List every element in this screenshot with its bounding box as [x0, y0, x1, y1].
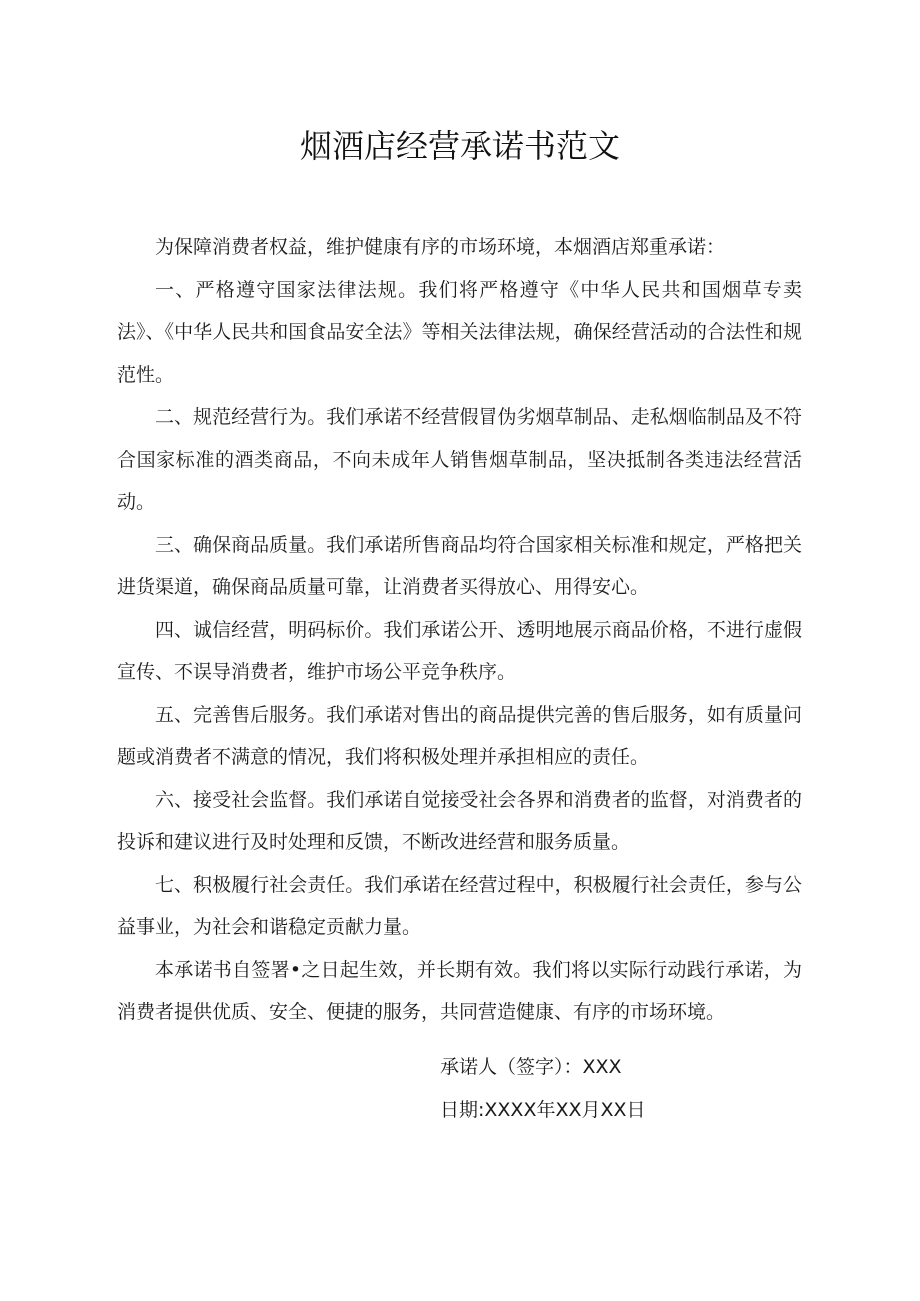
- paragraph-1: 一、严格遵守国家法律法规。我们将严格遵守《中华人民共和国烟草专卖法》、《中华人民共和国食品安全法》等相关法律法规，确保经营活动的合法性和规范性。: [117, 278, 802, 386]
- document-body: [117, 226, 802, 1034]
- signer-line: 承诺人（签字）：XXX: [440, 1056, 622, 1078]
- date-line: 日期:XXXX年XX月XX日: [440, 1098, 646, 1121]
- paragraph-intro: 为保障消费者权益，维护健康有序的市场环境，本烟酒店郑重承诺：: [155, 236, 726, 258]
- paragraph-4: 四、诚信经营，明码标价。我们承诺公开、透明地展示商品价格，不进行虚假宣传、不误导消费者，维护市场公平竞争秩序。: [117, 618, 802, 683]
- paragraph-5: 五、完善售后服务。我们承诺对售出的商品提供完善的售后服务，如有质量问题或消费者不满意的情况，我们将积极处理并承担相应的责任。: [117, 703, 802, 768]
- paragraph-7: 七、积极履行社会责任。我们承诺在经营过程中，积极履行社会责任，参与公益事业，为社会和谐稳定贡献力量。: [117, 873, 802, 938]
- signature-block: [440, 1046, 646, 1131]
- paragraph-closing: 本承诺书自签署•之日起生效，并长期有效。我们将以实际行动践行承诺，为消费者提供优质、安全、便捷的服务，共同营造健康、有序的市场环境。: [117, 958, 802, 1023]
- paragraph-3: 三、确保商品质量。我们承诺所售商品均符合国家相关标准和规定，严格把关进货渠道，确保商品质量可靠，让消费者买得放心、用得安心。: [117, 533, 802, 598]
- document-title: 烟酒店经营承诺书范文: [299, 127, 620, 165]
- paragraph-6: 六、接受社会监督。我们承诺自觉接受社会各界和消费者的监督，对消费者的投诉和建议进行及时处理和反馈，不断改进经营和服务质量。: [117, 788, 802, 853]
- paragraph-2: 二、规范经营行为。我们承诺不经营假冒伪劣烟草制品、走私烟临制品及不符合国家标准的酒类商品，不向未成年人销售烟草制品，坚决抵制各类违法经营活动。: [117, 406, 802, 513]
